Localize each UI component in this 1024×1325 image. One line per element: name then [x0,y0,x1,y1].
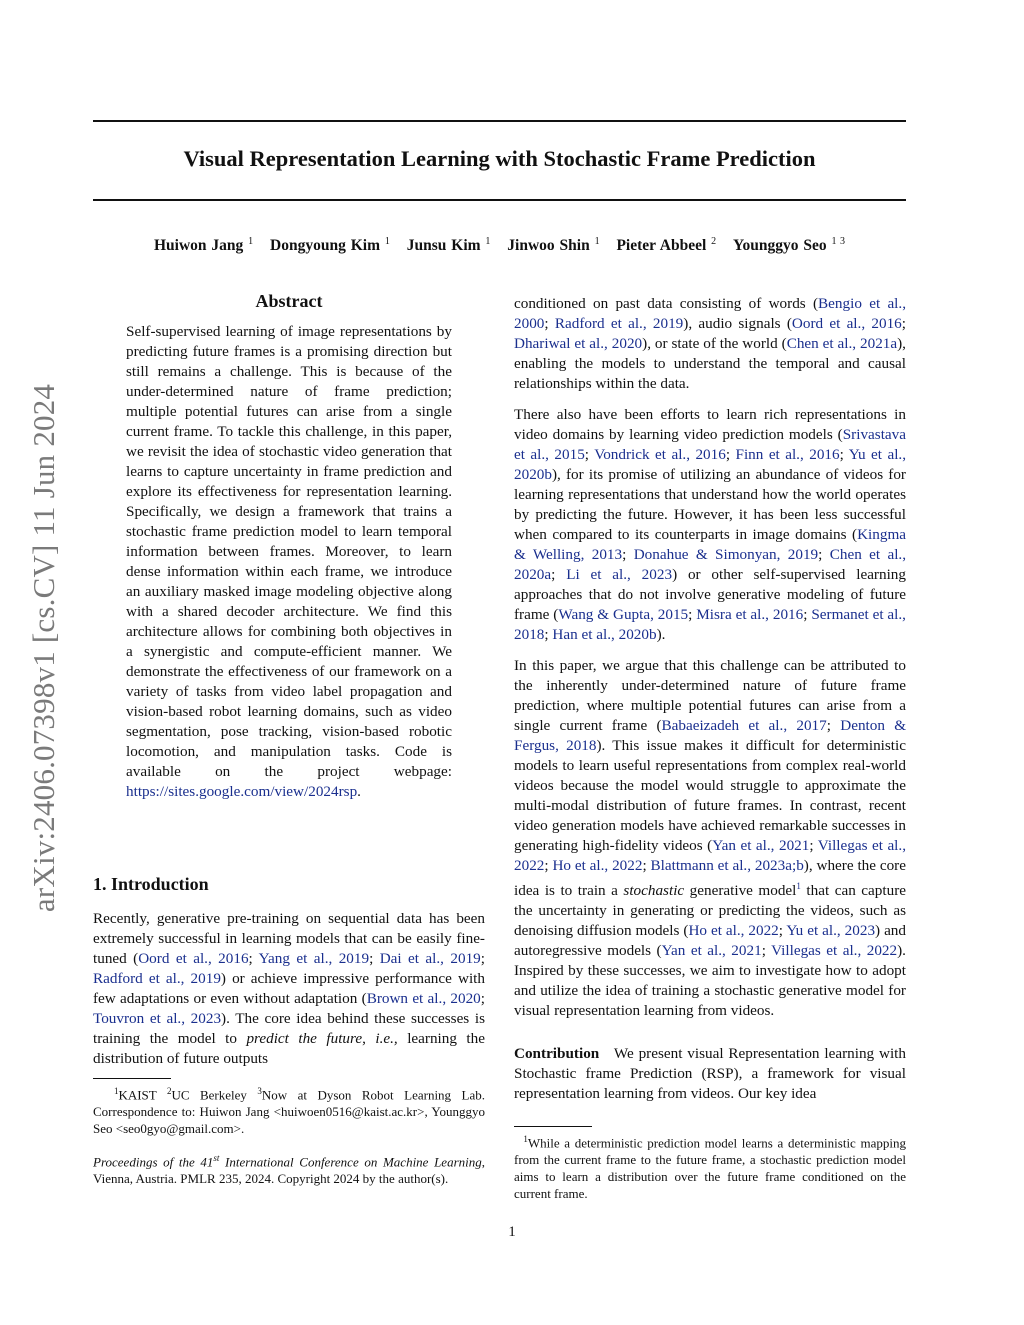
author-name: Younggyo Seo $^{1 3}$ [733,236,846,255]
title-bottom-rule [93,199,906,201]
footnote-rule-right [514,1126,592,1127]
citation-link[interactable]: Villegas et al., 2022 [771,942,898,960]
citation-link[interactable]: Brown et al., 2020 [366,990,481,1007]
citation-link[interactable]: Vondrick et al., 2016 [594,446,726,463]
citation-link[interactable]: Dhariwal et al., 2020 [514,335,643,352]
citation-link[interactable]: Yang et al., 2019 [258,950,370,967]
author-name: Pieter Abbeel $^2$ [616,236,717,255]
title-top-rule [93,120,906,122]
citation-link[interactable]: Radford et al., 2019 [554,315,684,332]
intro-paragraph-3: There also have been efforts to learn rich representations in video domains by learning video prediction models (Srivastava et al., 2015; Vondrick et al., 2016; Finn et al., 2016; Yu et al., 2020b), for its promise of utilizing an abundance of videos for learning representations that understand how the world operates by predicting the future. However, it has been less successful when compared to its counterparts in image domains (Kingma & Welling, 2013; Donahue & Simonyan, 2019; Chen et al., 2020a; Li et al., 2023) or other self-supervised learning approaches that do not involve generative modeling of future frame (Wang & Gupta, 2015; Misra et al., 2016; Sermanet et al., 2018; Han et al., 2020b). [514,406,907,643]
citation-link[interactable]: Oord et al., 2016 [138,950,249,967]
citation-link[interactable]: Sermanet et al., 2018 [514,606,906,643]
citation-link[interactable]: Chen et al., 2021a [786,335,898,352]
intro-paragraph-2: conditioned on past data consisting of words (Bengio et al., 2000; Radford et al., 2019), audio signals (Oord et al., 2016; Dhariwal et al., 2020), or state of the world (Chen et al., 2021a), enabling the models to understand the temporal and causal relationships within the data. [514,295,906,392]
citation-link[interactable]: Bengio et al., 2000 [514,295,906,332]
citation-link[interactable]: Yan et al., 2021 [661,942,762,960]
citation-link[interactable]: Yu et al., 2023 [786,922,876,940]
citation-link[interactable]: Oord et al., 2016 [791,315,902,332]
intro-paragraph-4: In this paper, we argue that this challenge can be attributed to the inherently under-determined nature of future frame prediction, where multiple potential futures can arise from a single current frame (Babaeizadeh et al., 2017; Denton & Fergus, 2018). This issue makes it difficult for deterministic models to learn useful representations from complex real-world videos because the model would struggle to approximate the multi-modal distribution of future frames. In contrast, recent video generation models have achieved remarkable successes in generating high-fidelity videos (Yan et al., 2021; Villegas et al., 2022; Ho et al., 2022; Blattmann et al., 2023a;b), where the core idea is to train a stochastic generative model$^1$ that can capture the uncertainty in generating or predicting the videos, such as denoising diffusion models (Ho et al., 2022; Yu et al., 2023) and autoregressive models (Yan et al., 2021; Villegas et al., 2022). Inspired by these successes, we aim to investigate how to adopt and utilize the idea of training a stochastic generative model for visual representation learning from videos. [514,657,907,1020]
intro-paragraph-1: Recently, generative pre-training on sequential data has been extremely successful in learning models that can be easily fine-tuned (Oord et al., 2016; Yang et al., 2019; Dai et al., 2019; Radford et al., 2019) or achieve impressive performance with few adaptations or even without adaptation (Brown et al., 2020; Touvron et al., 2023). The core idea behind these successes is training the model to predict the future, i.e., learning the distribution of future outputs [93,910,486,1067]
citation-link[interactable]: Li et al., 2023 [566,566,673,583]
citation-link[interactable]: Dai et al., 2019 [379,950,481,967]
author-name: Junsu Kim $^1$ [406,236,491,255]
section-heading-introduction: 1. Introduction [93,874,209,894]
citation-link[interactable]: Wang & Gupta, 2015 [558,606,689,623]
abstract-body: Self-supervised learning of image representations by predicting future frames is a promising direction but still remains a challenge. This is because of the under-determined nature of frame prediction; multiple potential futures can arise from a single current frame. To tackle this challenge, in this paper, we revisit the idea of stochastic video generation that learns to capture uncertainty in frame prediction and explore its effectiveness for representation learning. Specifically, we design a framework that trains a stochastic frame prediction model to learn temporal information between frames. Moreover, to learn dense information within each frame, we introduce an auxiliary masked image modeling objective along with a shared decoder architecture. We find this architecture allows for combining both objectives in a synergistic and compute-efficient manner. We demonstrate the effectiveness of our framework on a variety of tasks from video label propagation and vision-based robot learning domains, such as video segmentation, pose tracking, vision-based robotic locomotion, and manipulation tasks. Code is available on the project webpage: https://sites.google.com/view/2024rsp. [126,323,452,800]
citation-link[interactable]: Misra et al., 2016 [696,606,804,623]
citation-link[interactable]: Chen et al., 2020a [514,546,907,583]
author-name: Dongyoung Kim $^1$ [270,236,390,255]
right-column [514,294,906,1104]
arxiv-identifier: arXiv:2406.07398v1 [cs.CV] 11 Jun 2024 [26,383,61,913]
affiliation-footnote: $^1$KAIST $^2$UC Berkeley $^3$Now at Dyson Robot Learning Lab. Correspondence to: Huiwon Jang <huiwoen0516@kaist.ac.kr>, Younggyo Seo <seo0gyo@gmail.com>. [93,1086,485,1137]
citation-link[interactable]: Radford et al., 2019 [93,970,221,987]
paper-title: Visual Representation Learning with Stochastic Frame Prediction [183,146,816,171]
abstract-heading: Abstract [255,291,323,311]
citation-link[interactable]: Donahue & Simonyan, 2019 [633,546,819,563]
citation-link[interactable]: Villegas et al., 2022 [514,837,906,874]
arxiv-sidebar-stamp [16,356,72,940]
project-webpage-link[interactable]: https://sites.google.com/view/2024rsp [126,783,358,800]
citation-link[interactable]: Finn et al., 2016 [735,446,840,463]
proceedings-footnote: Proceedings of the 41st International Conference on Machine Learning, Vienna, Austria. PMLR 235, 2024. Copyright 2024 by the author(s). [93,1153,485,1187]
citation-link[interactable]: Ho et al., 2022 [688,922,779,940]
citation-link[interactable]: Yan et al., 2021 [712,837,810,854]
footnote-marker[interactable]: 1 [796,881,801,891]
author-name: Huiwon Jang $^1$ [153,236,254,255]
footnote-rule-left [93,1078,171,1079]
citation-link[interactable]: Yu et al., 2020b [514,446,907,483]
citation-link[interactable]: Kingma & Welling, 2013 [514,526,906,563]
author-list [93,236,906,255]
citation-link[interactable]: Blattmann et al., 2023a;b [650,857,804,874]
citation-link[interactable]: Ho et al., 2022 [552,857,643,874]
citation-link[interactable]: Han et al., 2020b [552,626,657,643]
author-name: Jinwoo Shin $^1$ [507,236,600,255]
contribution-paragraph: Contribution We present visual Representation learning with Stochastic frame Prediction (RSP), a framework for visual representation learning from videos. Our key idea [514,1045,906,1103]
page-number: 1 [508,1224,516,1240]
stochastic-model-footnote: $^1$While a deterministic prediction model learns a deterministic mapping from the current frame to the future frame, a stochastic prediction model aims to learn a distribution over the future frame conditioned on the current frame. [514,1134,906,1202]
citation-link[interactable]: Denton & Fergus, 2018 [514,717,907,754]
citation-link[interactable]: Babaeizadeh et al., 2017 [661,717,827,734]
citation-link[interactable]: Touvron et al., 2023 [93,1010,222,1027]
citation-link[interactable]: Srivastava et al., 2015 [514,426,906,463]
